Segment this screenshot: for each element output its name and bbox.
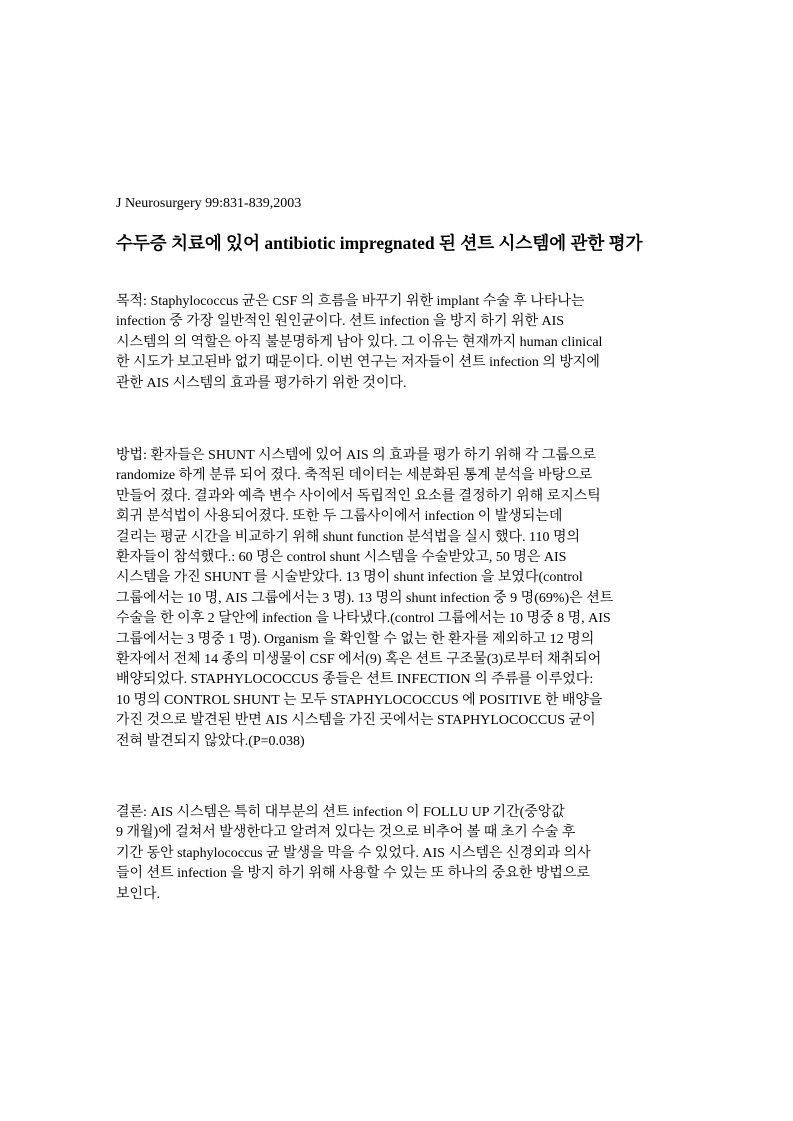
paragraph-line: 기간 동안 staphylococcus 균 발생을 막을 수 있었다. AIS 시스템은 신경외과 의사 <box>116 845 591 861</box>
paragraph-line: infection 중 가장 일반적인 원인균이다. 션트 infection 을 방지 하기 위한 AIS <box>116 314 565 330</box>
paragraph-line: 방법: 환자들은 SHUNT 시스템에 있어 AIS 의 효과를 평가 하기 위해 각 그룹으로 <box>116 448 597 463</box>
paragraph-line: 관한 AIS 시스템의 효과를 평가하기 위한 것이다. <box>116 375 407 391</box>
paragraph-line: 회귀 분석법이 사용되어졌다. 또한 두 그룹사이에서 infection 이 발생되는데 <box>116 509 563 525</box>
paragraph-line: randomize 하게 분류 되어 졌다. 축적된 데이터는 세분화된 통계 분석을 바탕으로 <box>116 468 593 484</box>
paragraph-line: 시스템의 의 역할은 아직 불분명하게 남아 있다. 그 이유는 현재까지 human clinical <box>116 334 603 350</box>
paragraph-line: 보인다. <box>116 886 161 902</box>
paragraph-line: 한 시도가 보고된바 없기 때문이다. 이번 연구는 저자들이 션트 infection 의 방지에 <box>116 355 600 371</box>
paragraph-line: 환자에서 전체 14 종의 미생물이 CSF 에서(9) 혹은 션트 구조물(3)로부터 채취되어 <box>116 652 602 668</box>
article-title: 수두증 치료에 있어 antibiotic impregnated 된 션트 시스템에 관한 평가 <box>116 233 643 253</box>
method-paragraph <box>116 446 696 752</box>
paragraph-line: 10 명의 CONTROL SHUNT 는 모두 STAPHYLOCOCCUS 에 POSITIVE 한 배양을 <box>116 692 603 708</box>
paragraph-line: 시스템을 가진 SHUNT 를 시술받았다. 13 명이 shunt infection 을 보였다(control <box>116 570 583 586</box>
paragraph-line: 배양되었다. STAPHYLOCOCCUS 종들은 션트 INFECTION 의 주류를 이루었다: <box>116 672 594 688</box>
paragraph-line: 9 개월)에 걸쳐서 발생한다고 알려져 있다는 것으로 비추어 볼 때 초기 수술 후 <box>116 825 576 841</box>
paragraph-line: 수술을 한 이후 2 달안에 infection 을 나타냈다.(control 그룹에서는 10 명중 8 명, AIS <box>116 611 611 627</box>
journal-citation: J Neurosurgery 99:831-839,2003 <box>116 196 302 211</box>
paragraph-line: 결론: AIS 시스템은 특히 대부분의 션트 infection 이 FOLLU UP 기간(중앙값 <box>116 805 565 820</box>
paragraph-line: 환자들이 참석했다.: 60 명은 control shunt 시스템을 수술받았고, 50 명은 AIS <box>116 550 567 566</box>
paragraph-line: 들이 션트 infection 을 방지 하기 위해 사용할 수 있는 또 하나의 중요한 방법으로 <box>116 866 590 882</box>
paragraph-line: 그룹에서는 3 명중 1 명). Organism 을 확인할 수 없는 한 환자를 제외하고 12 명의 <box>116 631 595 647</box>
paragraph-line: 그룹에서는 10 명, AIS 그룹에서는 3 명). 13 명의 shunt infection 중 9 명(69%)은 션트 <box>116 590 614 606</box>
paragraph-line: 걸리는 평균 시간을 비교하기 위해 shunt function 분석법을 실시 했다. 110 명의 <box>116 529 581 545</box>
conclusion-paragraph <box>116 803 696 905</box>
paragraph-line: 만들어 졌다. 결과와 예측 변수 사이에서 독립적인 요소를 결정하기 위해 로지스틱 <box>116 488 601 504</box>
purpose-paragraph <box>116 292 696 394</box>
paragraph-line: 목적: Staphylococcus 균은 CSF 의 흐름을 바꾸기 위한 implant 수술 후 나타나는 <box>116 294 585 309</box>
paragraph-line: 전혀 발견되지 않았다.(P=0.038) <box>116 733 305 749</box>
paragraph-line: 가진 것으로 발견된 반면 AIS 시스템을 가진 곳에서는 STAPHYLOCOCCUS 균이 <box>116 713 596 729</box>
